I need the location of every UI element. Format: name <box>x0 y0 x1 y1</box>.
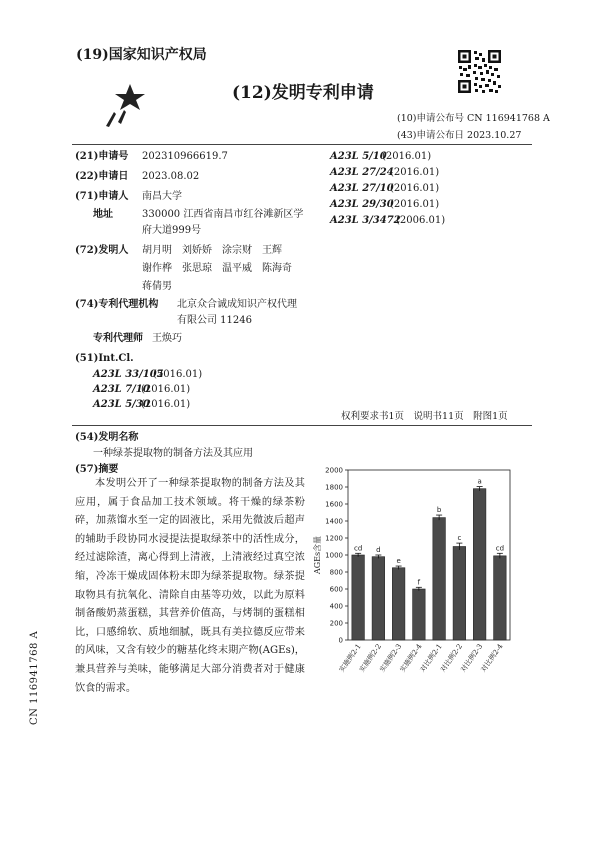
significance-letter: b <box>436 506 442 515</box>
inventors-line-1: 胡月明 刘娇娇 涂宗财 王辉 <box>142 245 282 256</box>
category-label: 实施例2-3 <box>378 642 404 674</box>
application-date: 2023.08.02 <box>142 171 200 182</box>
header-rule <box>72 144 532 145</box>
intcl-date: (2016.01) <box>141 399 191 410</box>
y-tick-label: 200 <box>329 619 343 628</box>
y-tick-label: 2000 <box>325 466 343 475</box>
intcl-date: (2016.01) <box>141 384 191 395</box>
y-tick-label: 1200 <box>325 534 343 543</box>
intcl-code: A23L 33/105 <box>93 369 164 380</box>
applicant: 南昌大学 <box>142 191 182 202</box>
significance-letter: f <box>417 578 421 587</box>
ipc-date: (2016.01) <box>390 183 440 194</box>
agent: 王焕巧 <box>152 333 182 344</box>
y-tick-label: 1800 <box>325 483 343 492</box>
ipc-date: (2016.01) <box>390 167 440 178</box>
intcl-date: (2016.01) <box>153 369 203 380</box>
significance-letter: d <box>376 546 381 554</box>
bar <box>352 555 365 640</box>
application-number-label: (21)申请号 <box>75 151 129 162</box>
ipc-date: (2006.01) <box>396 215 446 226</box>
y-tick-label: 600 <box>329 585 343 594</box>
ipc-code: A23L 5/10 <box>330 151 387 162</box>
significance-letter: cd <box>495 544 505 553</box>
document-type: (12)发明专利申请 <box>232 83 374 103</box>
abstract-label: (57)摘要 <box>75 464 119 475</box>
category-label: 实施例2-1 <box>337 642 363 674</box>
application-date-label: (22)申请日 <box>75 171 129 182</box>
side-publication-number: CN 116941768 A <box>29 630 40 725</box>
bar <box>473 489 486 640</box>
ipc-date: (2016.01) <box>390 199 440 210</box>
intcl-code: A23L 5/30 <box>93 399 150 410</box>
category-label: 对比例2-4 <box>479 642 505 674</box>
significance-letter: a <box>477 477 482 486</box>
agency-line-2: 有限公司 11246 <box>177 315 252 326</box>
office-name: (19)国家知识产权局 <box>76 47 207 63</box>
intcl-label: (51)Int.Cl. <box>75 353 134 364</box>
address-label: 地址 <box>93 209 113 220</box>
logo-emblem <box>100 82 160 132</box>
category-label: 对比例2-2 <box>438 642 465 674</box>
inventors-line-2: 谢作桦 张思琼 温平威 陈海奇 <box>142 263 292 274</box>
address-line-1: 330000 江西省南昌市红谷滩新区学 <box>142 209 304 220</box>
y-tick-label: 0 <box>338 636 343 645</box>
significance-letter: c <box>457 534 462 543</box>
publication-number: (10)申请公布号 CN 116941768 A <box>397 113 550 124</box>
biblio-rule <box>72 425 532 426</box>
bar <box>433 518 446 640</box>
bar <box>453 547 466 641</box>
category-label: 对比例2-3 <box>459 642 485 674</box>
inventors-line-3: 蒋倩男 <box>142 281 172 292</box>
page-counts: 权利要求书1页 说明书11页 附图1页 <box>341 411 508 422</box>
invention-title: 一种绿茶提取物的制备方法及其应用 <box>93 448 253 459</box>
application-number: 202310966619.7 <box>142 151 228 162</box>
ipc-code: A23L 29/30 <box>330 199 394 210</box>
title-label: (54)发明名称 <box>75 432 139 443</box>
abstract-text: 本发明公开了一种绿茶提取物的制备方法及其应用，属于食品加工技术领域。将干燥的绿茶粉碎，加蒸馏水至一定的固液比，采用先微波后超声的辅助手段协同水浸提法提取绿茶中的活性成分，经过滤除渣，离心得到上清液，上清液经过真空浓缩，冷冻干燥成固体粉末即为绿茶提取物。绿茶提取物具有抗氧化、清除自由基等功效，以此为原料制备酸奶蒸蛋糕，其营养价值高，与烤制的蛋糕相比，口感绵软、质地细腻，既具有美拉德反应带来的风味，又含有较少的糖基化终末期产物(AGEs)，兼具营养与美味，能够满足大部分消费者对于健康饮食的需求。 <box>75 478 305 694</box>
agent-label: 专利代理师 <box>93 333 143 344</box>
inventors-label: (72)发明人 <box>75 245 129 256</box>
y-axis-label: AGEs含量 <box>313 535 322 575</box>
y-tick-label: 1400 <box>325 517 343 526</box>
publication-date: (43)申请公布日 2023.10.27 <box>397 130 522 141</box>
category-label: 实施例2-2 <box>357 642 384 674</box>
y-tick-label: 800 <box>329 568 343 577</box>
ipc-code: A23L 3/3472 <box>330 215 401 226</box>
ipc-code: A23L 27/10 <box>330 183 394 194</box>
address-line-2: 府大道999号 <box>142 225 202 236</box>
bar <box>372 557 385 640</box>
bar <box>392 568 405 640</box>
significance-letter: cd <box>353 544 363 553</box>
category-label: 实施例2-4 <box>398 642 424 674</box>
ages-bar-chart <box>312 460 522 700</box>
bar <box>413 589 426 640</box>
qr-code <box>457 49 502 94</box>
y-tick-label: 400 <box>329 602 343 611</box>
intcl-code: A23L 7/10 <box>93 384 150 395</box>
ipc-code: A23L 27/24 <box>330 167 394 178</box>
y-tick-label: 1000 <box>325 551 343 560</box>
agency-label: (74)专利代理机构 <box>75 299 159 310</box>
significance-letter: e <box>396 557 401 566</box>
applicant-label: (71)申请人 <box>75 191 129 202</box>
ipc-date: (2016.01) <box>382 151 432 162</box>
category-label: 对比例2-1 <box>418 642 444 674</box>
agency-line-1: 北京众合诚成知识产权代理 <box>177 299 297 310</box>
bar <box>494 556 507 640</box>
y-tick-label: 1600 <box>325 500 343 509</box>
